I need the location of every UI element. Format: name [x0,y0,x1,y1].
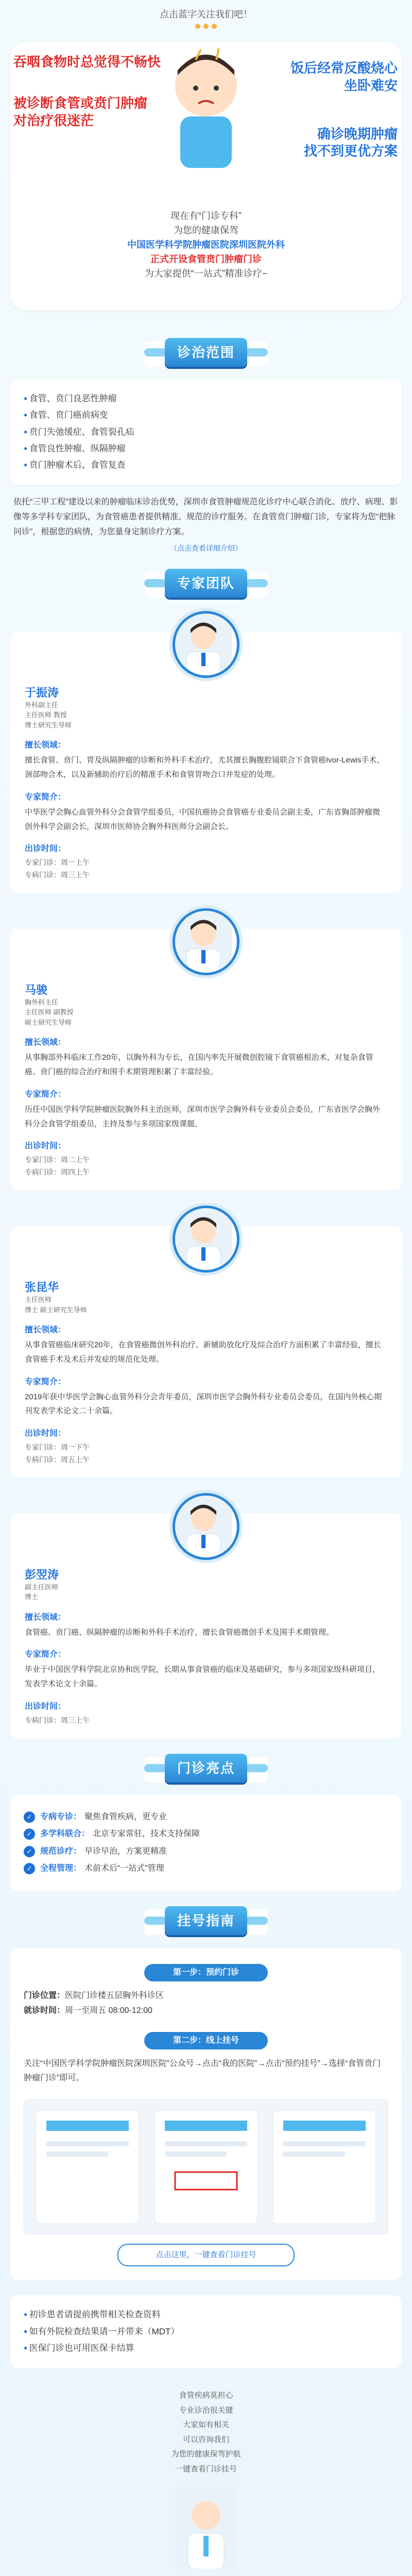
check-icon: ✓ [24,1863,35,1874]
doctor-name: 彭翌涛 [25,1568,59,1581]
feature-key: 规范诊疗： [40,1846,82,1856]
features-card [10,1795,402,1891]
schedule-1: 专病门诊：周三上午 [25,1716,90,1724]
scope-card [10,379,402,485]
check-icon: ✓ [24,1846,35,1857]
doctor-name: 张昆华 [25,1281,59,1294]
doctor-role-3: 硕士研究生导师 [25,1018,72,1026]
doctor-list [0,632,412,1738]
bio-title: 专家简介： [25,1650,66,1659]
hero-intro-2: 为您的健康保驾 [174,225,238,235]
schedule-1: 专家门诊：周一下午 [25,1443,90,1452]
scope-item: ● 食管良性肿瘤、纵隔肿瘤 [24,440,388,457]
schedule-2: 专病门诊：周五上午 [25,1455,90,1464]
hero-left-2: 被诊断食管或贲门肿瘤 [13,95,148,111]
areas-text: 从事胸部外科临床工作20年，以胸外科为专长，在国内率先开展微创腔镜下食管癌根治术，对复杂食管癌、贲门癌的综合治疗和围手术期管理积累了丰富经验。 [25,1053,373,1077]
note-item: ● 如有外院检查结果请一并带来（MDT） [24,2324,388,2340]
areas-text: 从事食管癌临床研究20年，在食管癌微创外科治疗、新辅助放化疗及综合治疗方面积累了丰富经验，擅长食管癌手术及术后并发症的规范化处理。 [25,1341,381,1364]
areas-title: 擅长领域： [25,1326,66,1335]
areas-title: 擅长领域： [25,1038,66,1047]
areas-title: 擅长领域： [25,741,66,750]
doctor-name: 于振涛 [25,686,59,699]
feature-value: 早诊早治，方案更精准 [84,1846,167,1856]
feature-row [24,1862,388,1875]
schedule-1: 专家门诊：周一上午 [25,858,90,867]
scope-intro: 依托“三甲工程”建设以来的肿瘤临床诊治优势，深圳市食管肿瘤规范化诊疗中心联合消化、放疗、病理、影像等多学科专家团队，为食管癌患者提供精准、规范的诊疗服务。在食管贲门肿瘤门诊，专家将为您“把脉问诊”，根据您的病情，为您量身定制诊疗方案。 [13,498,398,537]
section-title-scope [144,338,268,370]
worried-patient-illustration [129,39,283,173]
schedule-title: 出诊时间： [25,1142,66,1151]
ending-line: 大家如有相关 [182,2420,229,2430]
ending-line: 可以咨询我们 [182,2435,229,2444]
doctor-role-2: 博士 硕士研究生导师 [25,1306,87,1314]
areas-text: 擅长食管、贲门、胃及纵隔肿瘤的诊断和外科手术治疗，尤其擅长胸腹腔镜联合下食管癌Ivor-Lewis手术、颈部吻合术，以及新辅助治疗后的精准手术和食管胃吻合口并发症的处理。 [25,756,385,779]
schedule-title: 出诊时间： [25,1702,66,1711]
hero-intro-5: 为大家提供“一站式”精准诊疗~ [144,268,268,279]
detail-link[interactable]: （点击查看详细介绍） [170,544,242,552]
bio-text: 2019年获中华医学会胸心血管外科分会青年委员，深圳市医学会胸外科专业委员会委员，在国内外核心期刊发表学术论文二十余篇。 [25,1392,382,1416]
hero-right-4: 找不到更优方案 [303,143,398,159]
doctor-card [10,632,402,893]
doctor-card [10,1514,402,1738]
feature-key: 多学科联合： [40,1829,90,1839]
time-key: 就诊时间： [24,2006,65,2015]
ending-line: 专业诊治很关键 [179,2405,233,2415]
step-2-body: 关注“中国医学科学院肿瘤医院深圳医院”公众号→点击“我的医院”→点击“预约挂号”→选择“食管贲门肿瘤门诊”即可。 [24,2059,381,2083]
feature-key: 全程管理： [40,1864,82,1873]
bio-text: 中华医学会胸心血管外科分会食管学组委员，中国抗癌协会食管癌专业委员会副主委，广东省胸部肿瘤微创外科学会副会长，深圳市医师协会胸外科医师分会副会长。 [25,807,381,831]
section-title-features [144,1754,268,1786]
feature-value: 术前术后“一站式”管理 [84,1864,164,1873]
hero-intro-3: 中国医学科学院肿瘤医院深圳医院外科 [127,239,285,250]
schedule-title: 出诊时间： [25,1429,66,1438]
section-title-guide-label: 挂号指南 [165,1906,247,1935]
doctor-role-1: 主任医师 [25,1296,52,1304]
section-title-guide [144,1906,268,1938]
doctor-photo-art [175,2487,237,2569]
scope-item: ● 食管、贲门良恶性肿瘤 [24,391,388,407]
doctor-role-1: 胸外科主任 [25,998,59,1006]
bio-title: 专家简介： [25,1377,66,1386]
feature-row [24,1810,388,1824]
check-icon: ✓ [24,1811,35,1823]
guide-card [10,1948,402,2280]
section-title-features-label: 门诊亮点 [165,1754,247,1783]
doctor-avatar [173,1493,239,1560]
follow-note[interactable]: 点击蓝字关注我们吧！ [160,9,252,20]
hero-banner [0,34,412,323]
schedule-2: 专病门诊：周四上午 [25,1168,90,1177]
feature-row [24,1845,388,1858]
place-value: 医院门诊楼五层胸外科诊区 [65,1991,164,2001]
feature-row [24,1827,388,1841]
section-title-scope-label: 诊治范围 [165,338,247,367]
doctor-role-2: 博士 [25,1593,39,1601]
hero-right-2: 坐卧难安 [344,77,398,93]
doctor-photo [175,2487,237,2569]
hero-intro [0,209,412,281]
place-key: 门诊位置： [24,1991,65,2001]
ending-line: 为您的健康保驾护航 [171,2450,241,2459]
doctor-avatar-art [175,1496,232,1552]
section-title-experts [144,569,268,601]
notes-card [10,2295,402,2368]
feature-value: 聚焦食管疾病，更专业 [84,1812,167,1821]
doctor-role-1: 外科副主任 [25,701,59,709]
check-icon: ✓ [24,1828,35,1840]
bio-text: 历任中国医学科学院肿瘤医院胸外科主治医师，深圳市医学会胸外科专业委员会委员，广东省医学会胸外科分会食管学组委员，主持及参与多项国家级课题。 [25,1105,381,1128]
view-registration-button[interactable]: 点击这里，一键查看门诊挂号 [117,2244,295,2266]
hero-intro-1: 现在有“门诊专科” [170,211,242,221]
doctor-role-1: 副主任医师 [25,1583,59,1591]
doctor-avatar-art [175,911,232,968]
hero-right-1: 饭后经常反酸烧心 [290,60,398,76]
doctor-avatar [173,908,239,975]
bio-title: 专家简介： [25,792,66,802]
feature-key: 专病专诊： [40,1812,82,1821]
bio-text: 毕业于中国医学科学院北京协和医学院，长期从事食管癌的临床及基础研究，参与多项国家级科研项目，发表学术论文十余篇。 [25,1665,381,1689]
schedule-title: 出诊时间： [25,844,66,854]
hero-right-text [290,60,398,160]
section-title-experts-label: 专家团队 [165,569,247,598]
doctor-role-2: 主任医师 副教授 [25,1008,74,1016]
time-value: 周一至周五 08:00-12:00 [65,2006,152,2015]
doctor-avatar [173,611,239,678]
scope-item: ● 食管、贲门癌前病变 [24,407,388,423]
doctor-card [10,1226,402,1478]
doctor-avatar-art [175,614,232,670]
schedule-2: 专病门诊：周三上午 [25,871,90,879]
scope-list [24,391,388,473]
step-1-label: 第一步：预约门诊 [144,1964,268,1981]
ending-line: 食管疾病莫担心 [179,2391,233,2400]
doctor-avatar-art [175,1208,232,1265]
ending-text [0,2388,412,2477]
doctor-role-3: 博士研究生导师 [25,721,72,729]
areas-title: 擅长领域： [25,1613,66,1622]
notes-list [24,2307,388,2357]
scope-item: ● 贲门肿瘤术后、食管复查 [24,457,388,473]
hero-left-1: 吞咽食物时总觉得不畅快 [13,54,161,70]
app-screenshot-mock [24,2100,388,2234]
hero-intro-4: 正式开设食管贲门肿瘤门诊 [150,253,262,264]
hero-left-3: 对治疗很迷茫 [13,112,94,128]
ending-line: 一键查看门诊挂号 [175,2464,237,2473]
schedule-1: 专家门诊：周二上午 [25,1156,90,1164]
doctor-card [10,929,402,1190]
feature-value: 北京专家常驻，技术支持保障 [93,1829,200,1839]
doctor-name: 马骏 [25,983,48,996]
note-item: ● 初诊患者请提前携带相关检查资料 [24,2307,388,2323]
areas-text: 食管癌、贲门癌、纵隔肿瘤的诊断和外科手术治疗，擅长食管癌微创手术及围手术期管理。 [25,1628,334,1637]
doctor-avatar [173,1206,239,1273]
dots-divider [0,24,412,29]
app-screenshot [24,2099,388,2234]
doctor-role-2: 主任医师 教授 [25,711,67,719]
step-2-label: 第二步：线上挂号 [144,2032,268,2049]
scope-item: ● 贲门失弛缓症、食管裂孔疝 [24,424,388,440]
bio-title: 专家简介： [25,1090,66,1099]
step-1-body [24,1989,388,2019]
hero-right-3: 确诊晚期肿瘤 [317,126,398,142]
note-item: ● 医保门诊也可用医保卡结算 [24,2340,388,2357]
